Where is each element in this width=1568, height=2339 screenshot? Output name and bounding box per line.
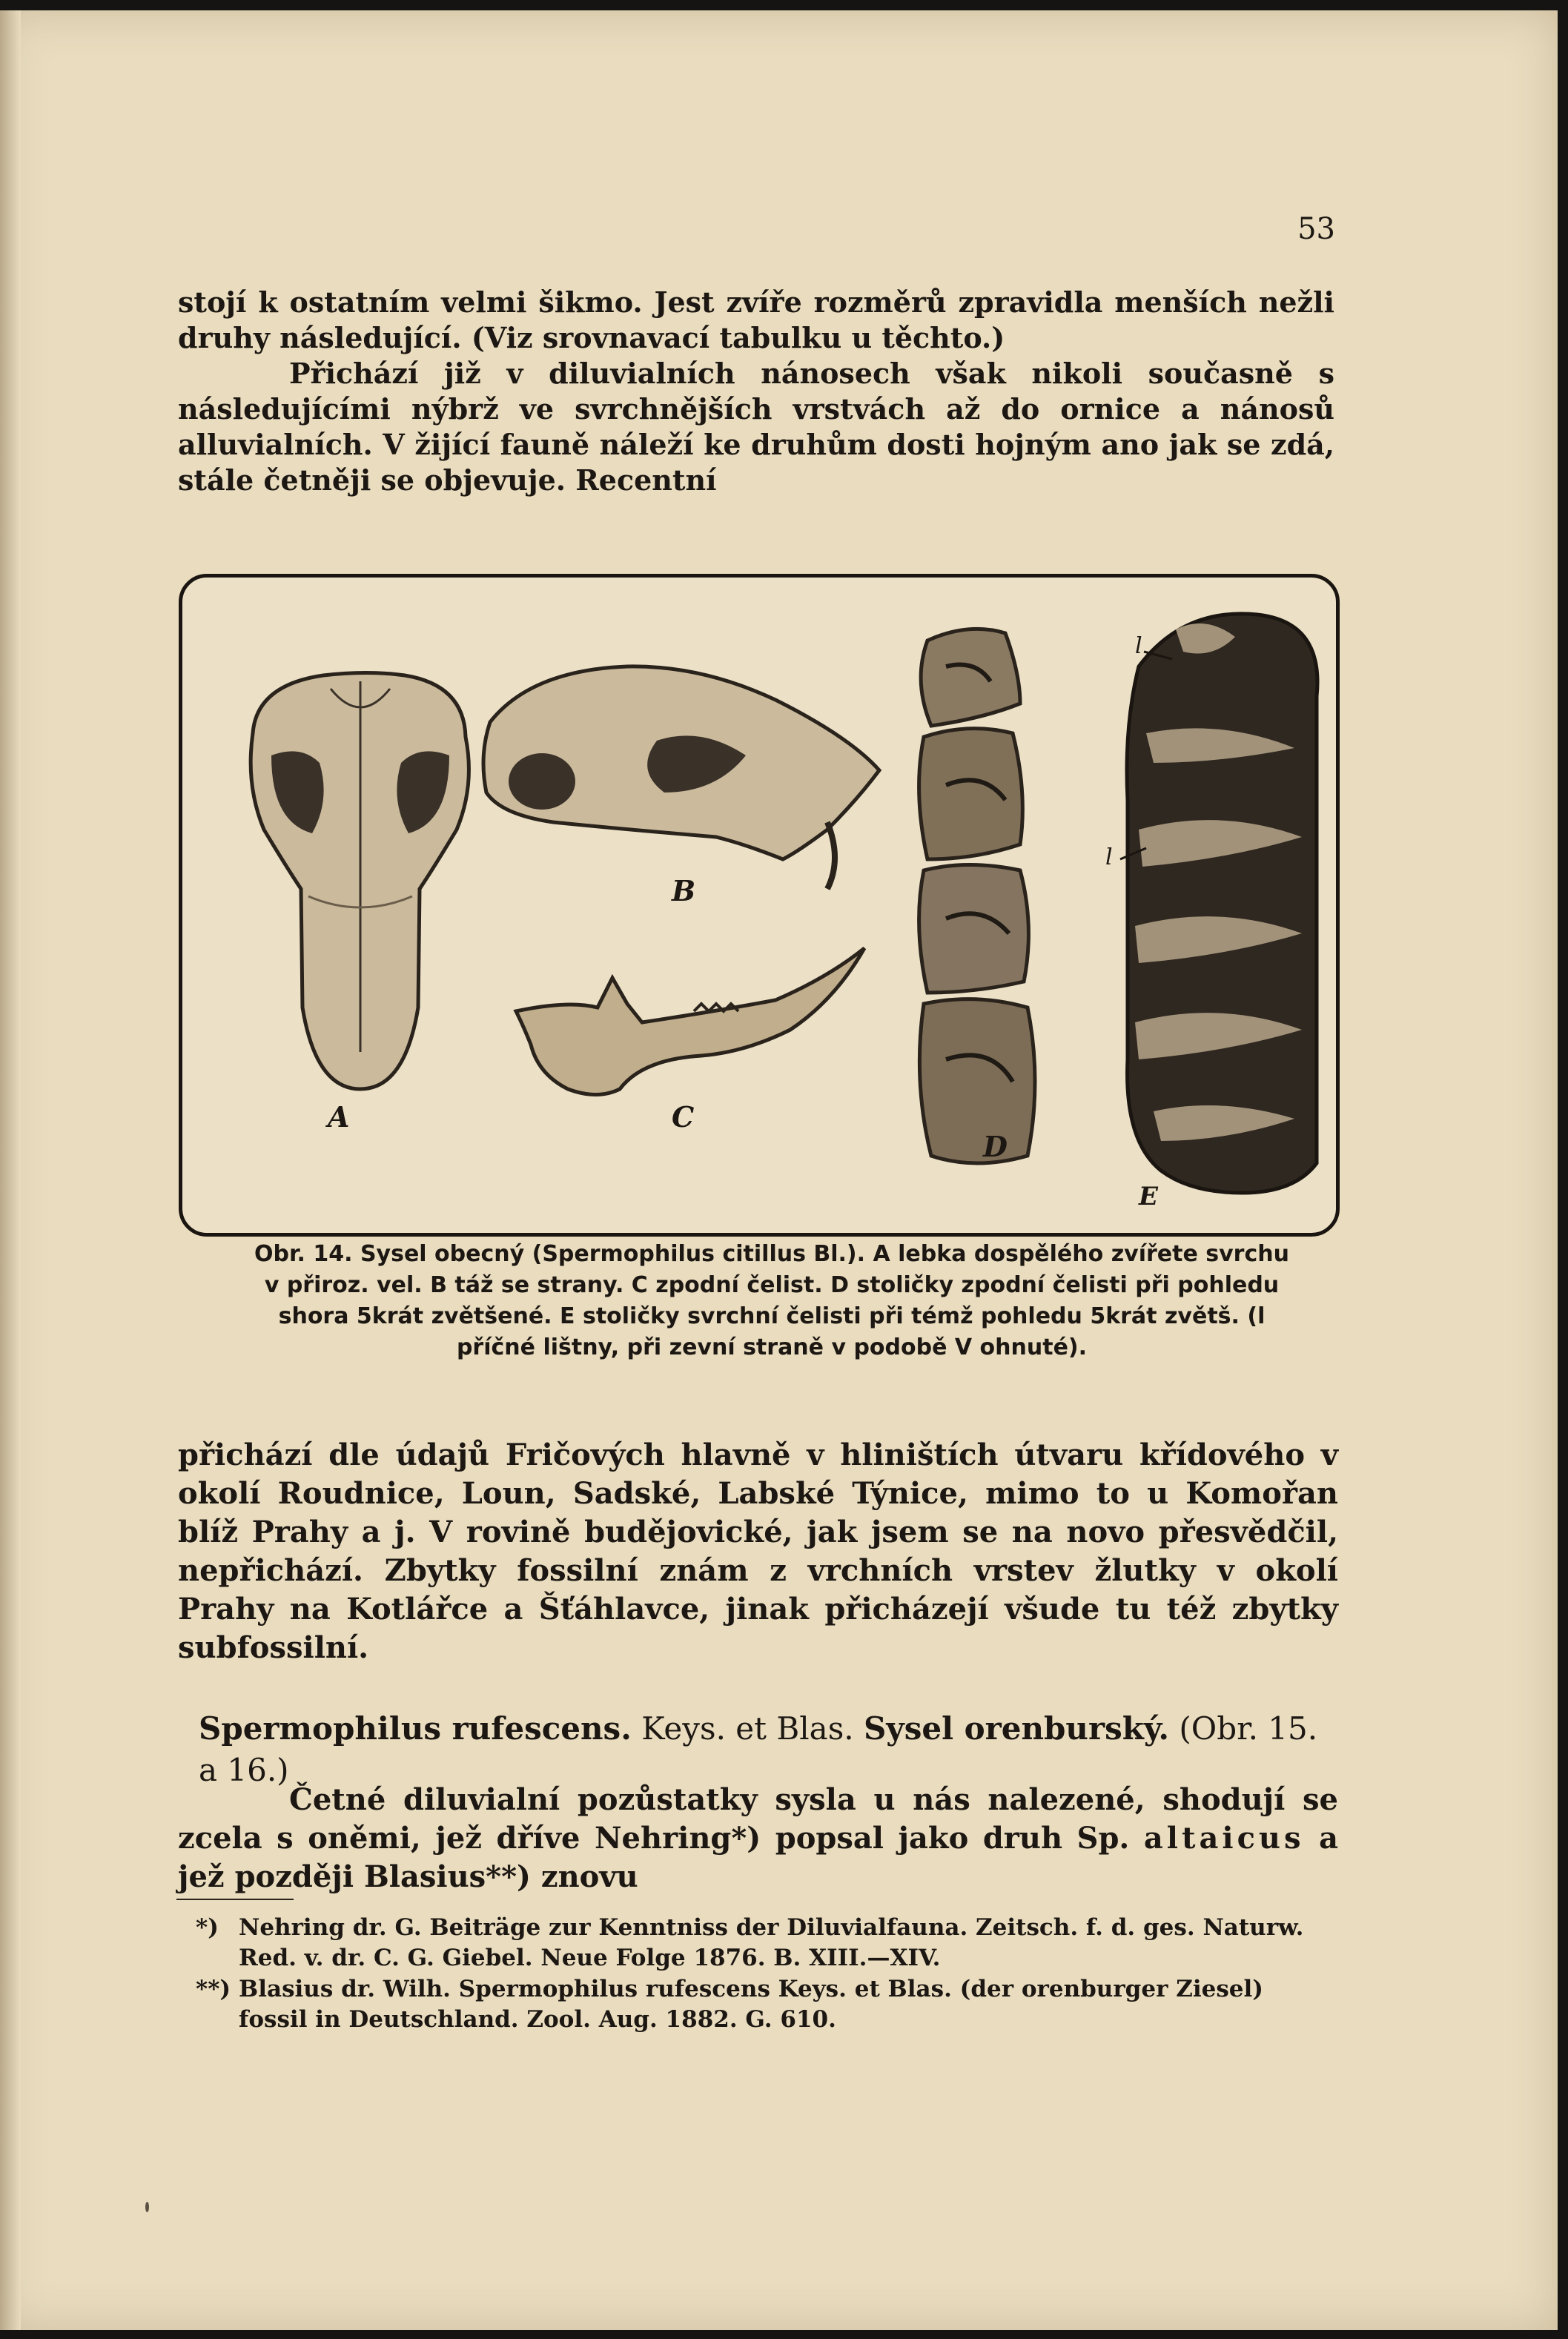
paragraph-localities: přichází dle údajů Fričových hlavně v hliništích útvaru křídového v okolí Roudnice, Loun, Sadské, Labské Týnice, mimo to u Komořan blíž Prahy a j. V rovině budějovické, jak jsem se na novo přesvědčil, nepřichází. Zbytky fossilní znám z vrchních vrstev žlutky v okolí Prahy na Kotlářce a Šťáhlavce, jinak přicházejí všude tu též zbytky subfossilní. <box>178 1438 1338 1665</box>
footnote-text: Nehring dr. G. Beiträge zur Kenntniss der Diluvialfauna. Zeitsch. f. d. ges. Naturw. Red. v. dr. C. G. Giebel. Neue Folge 1876. B. XIII.—XIV. <box>239 1914 1304 1971</box>
figure-label-b: B <box>672 874 696 907</box>
spaced-term: altaicus <box>1143 1821 1305 1856</box>
footnote-2 <box>196 1974 1336 2035</box>
skull-top-view-drawing <box>251 673 469 1090</box>
paragraph-rufescens-part2: a jež později Blasius**) znovu <box>178 1821 1338 1894</box>
species-authority: Keys. et Blas. <box>641 1710 854 1747</box>
paragraph-occurrence: Přichází již v diluvialních nánosech však nikoli současně s následujícími nýbrž ve svrchnějších vrstvách až do ornice a nánosů alluvialních. V žijící fauně náleží ke druhům dosti hojným ano jak se zdá, stále četněji se objevuje. Recentní <box>178 357 1334 497</box>
figure-label-l-top: l <box>1135 633 1142 659</box>
footnote-text: Blasius dr. Wilh. Spermophilus rufescens Keys. et Blas. (der orenburger Ziesel) fossil in Deutschland. Zool. Aug. 1882. G. 610. <box>239 1976 1263 2033</box>
footnote-mark: *) <box>196 1914 219 1941</box>
footnote-mark: **) <box>196 1976 231 2002</box>
top-text-block <box>178 285 1334 498</box>
figure-label-e: E <box>1139 1182 1158 1211</box>
figure-label-c: C <box>672 1100 695 1134</box>
page-spine-shadow <box>0 10 21 2330</box>
footnote-1 <box>196 1913 1336 1974</box>
figure-caption: Obr. 14. Sysel obecný (Spermophilus citillus Bl.). A lebka dospělého zvířete svrchu v přiroz. vel. B táž se strany. C zpodní čelist. D stoličky zpodní čelisti při pohledu shora 5krát zvětšené. E stoličky svrchní čelisti při témž pohledu 5krát zvětš. (l příčné lištny, při zevní straně v podobě V ohnuté). <box>254 1241 1289 1360</box>
paragraph-rufescens <box>178 1781 1338 1896</box>
figure-14 <box>179 574 1340 1237</box>
paragraph-rufescens-part1: Četné diluvialní pozůstatky sysla u nás nalezené, shodují se zcela s oněmi, jež dříve Nehring*) popsal jako druh Sp. <box>178 1782 1338 1856</box>
figure-illustration <box>182 578 1336 1233</box>
footnote-divider <box>176 1899 294 1900</box>
figure-label-l-middle: l <box>1105 844 1113 870</box>
figure-reference: (Obr. 15. a 16.) <box>199 1710 1318 1788</box>
lower-jaw-drawing <box>516 948 864 1095</box>
upper-molars-drawing <box>1120 614 1317 1193</box>
ink-speck <box>145 2202 149 2212</box>
page-number: 53 <box>1297 212 1335 246</box>
figure-label-d: D <box>983 1130 1008 1163</box>
lower-molars-drawing <box>919 629 1035 1163</box>
book-page <box>0 10 1558 2330</box>
skull-side-view-drawing <box>483 666 879 889</box>
species-heading <box>199 1708 1340 1791</box>
paragraph-continuation: stojí k ostatním velmi šikmo. Jest zvíře rozměrů zpravidla menších nežli druhy následující. (Viz srovnavací tabulku u těchto.) <box>178 285 1334 354</box>
species-latin-name: Spermophilus rufescens. <box>199 1710 632 1747</box>
species-czech-name: Sysel orenburský. <box>863 1710 1170 1747</box>
figure-label-a: A <box>328 1100 350 1134</box>
